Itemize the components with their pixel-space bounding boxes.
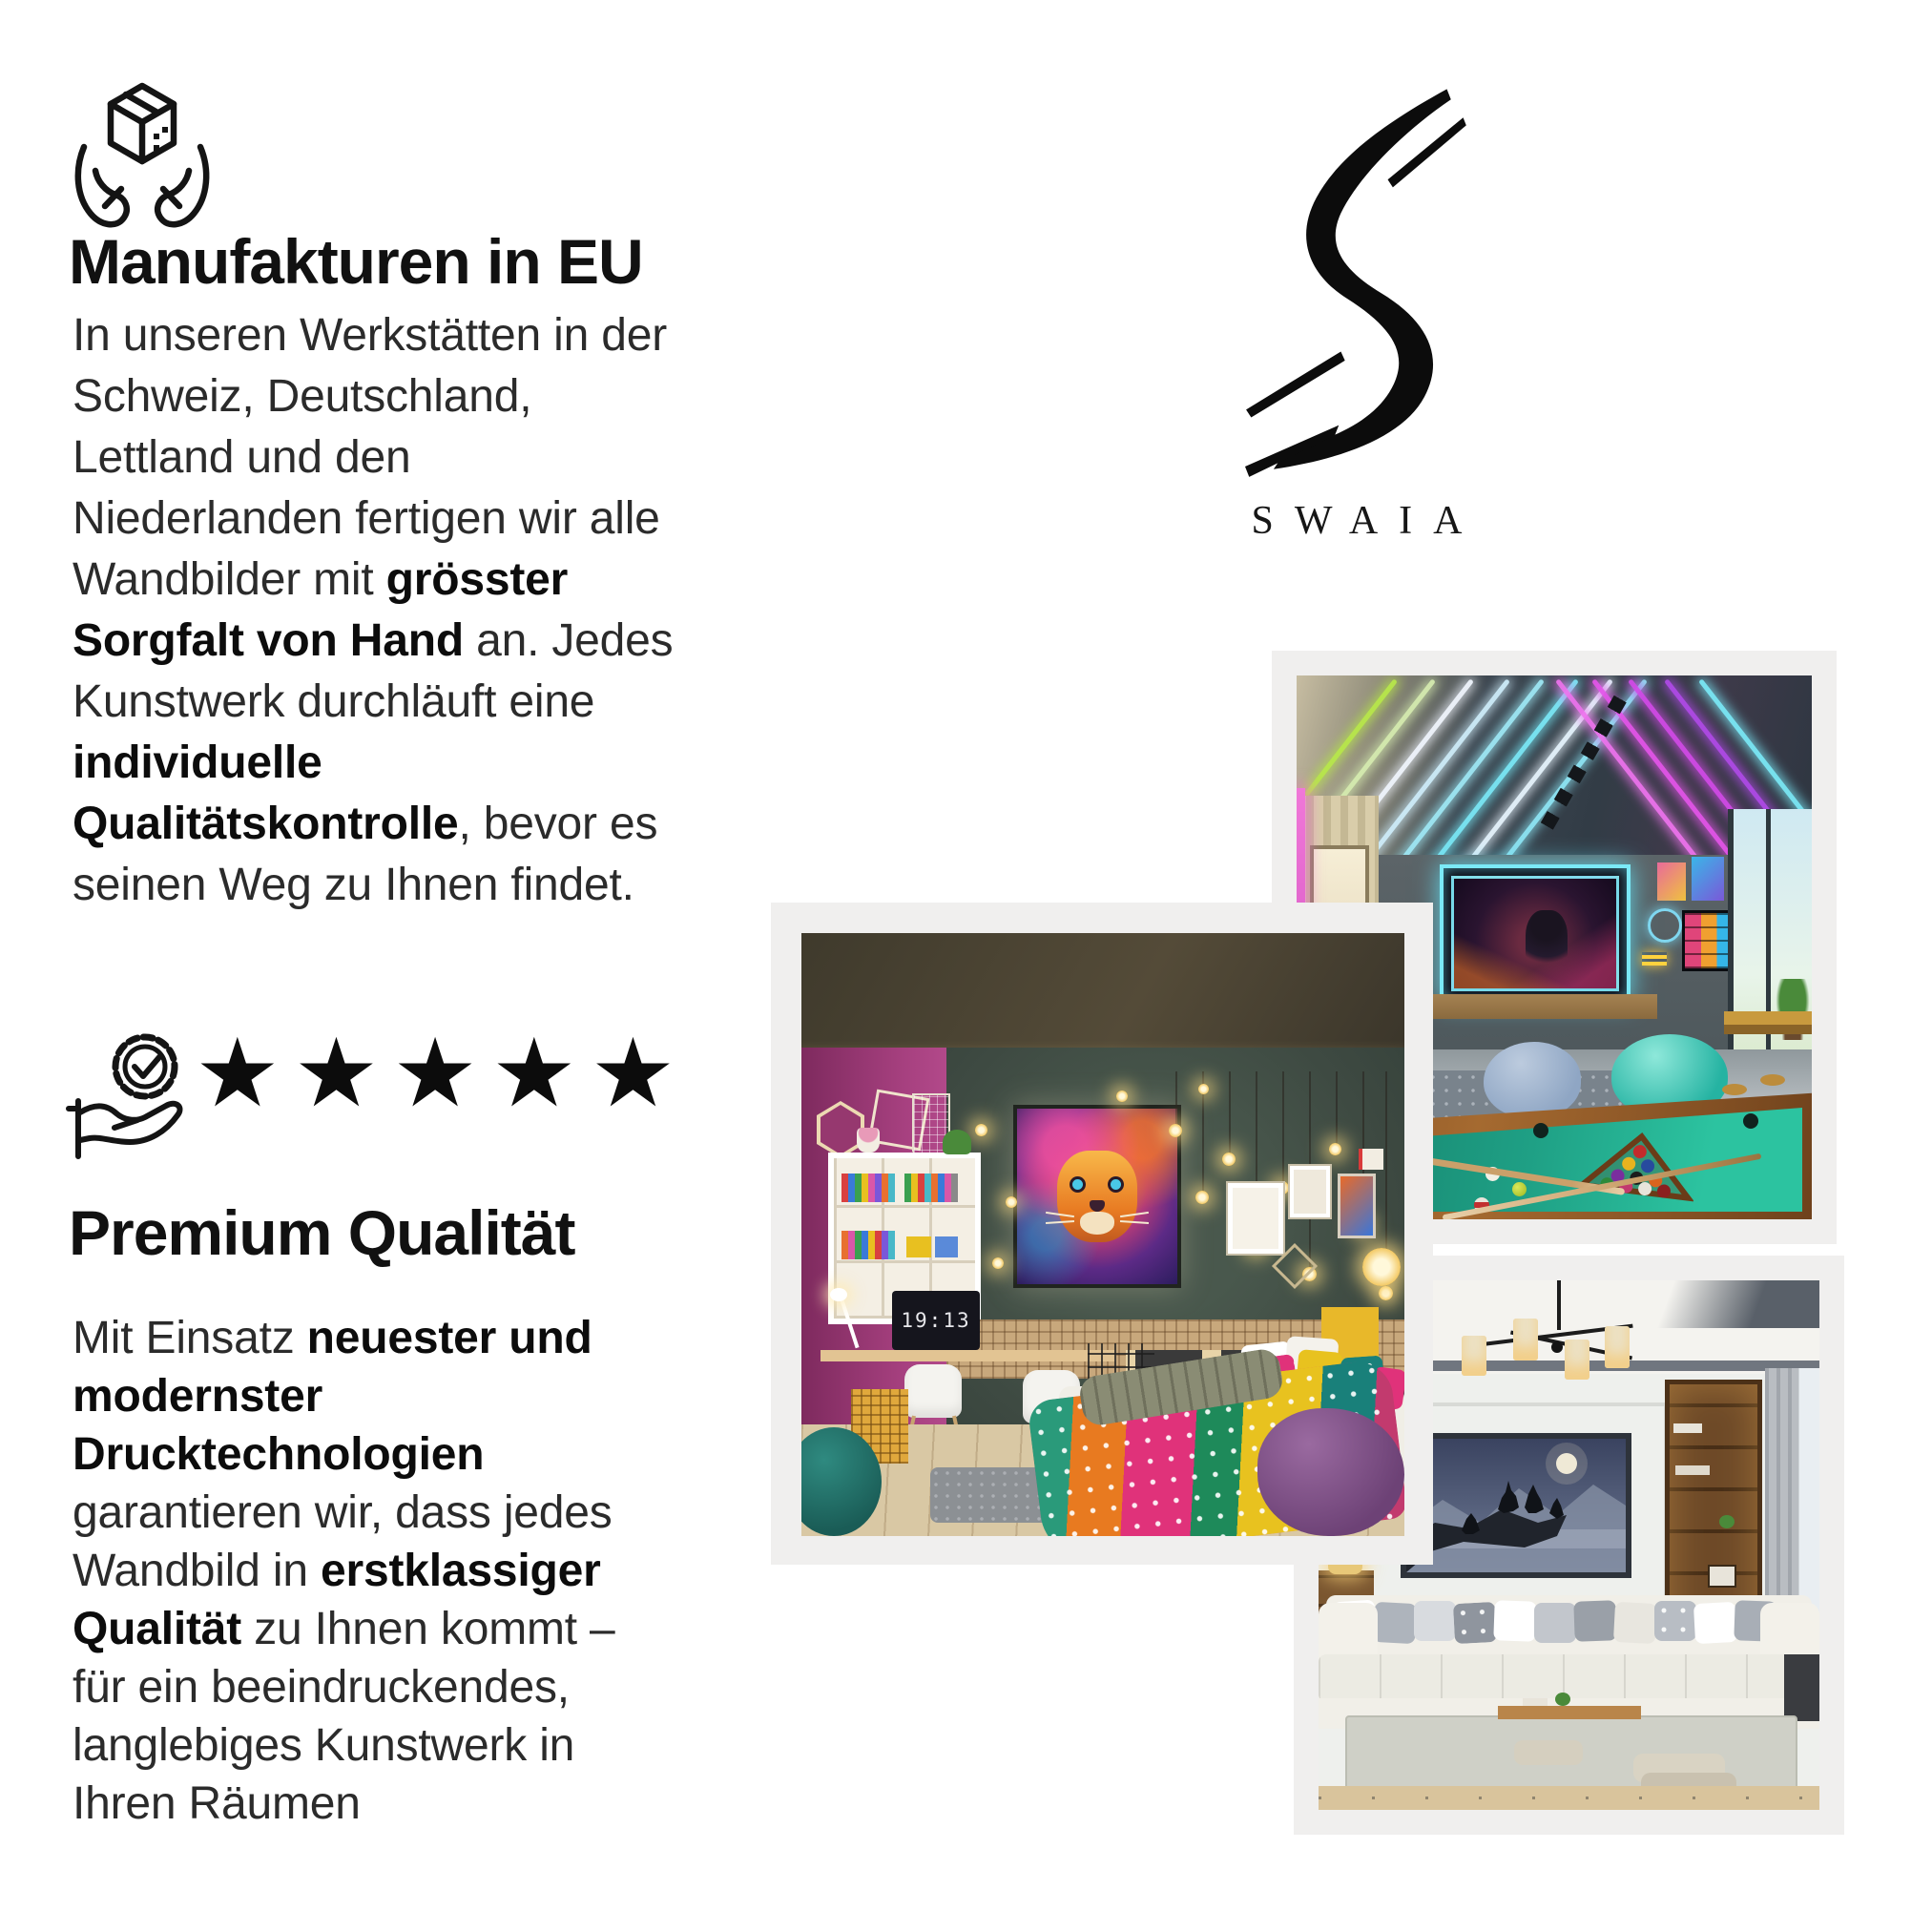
lion-muzzle xyxy=(1080,1212,1114,1235)
table-tray xyxy=(1523,1698,1548,1706)
text-line: Qualitätskontrolle, bevor es xyxy=(73,799,658,849)
neon-circle-sign xyxy=(1648,908,1682,943)
media-console xyxy=(1419,994,1657,1019)
bar-counter-front xyxy=(1724,1025,1812,1034)
sofa-pillow xyxy=(1693,1602,1737,1644)
tv-screen xyxy=(1451,876,1619,991)
light-bulb xyxy=(1379,1286,1393,1300)
sofa-pillow xyxy=(1414,1601,1456,1641)
text-line: Wandbild in erstklassiger xyxy=(73,1546,601,1596)
desk xyxy=(821,1350,1116,1361)
text-line: individuelle xyxy=(73,737,322,788)
sofa-pillow xyxy=(1654,1601,1696,1641)
sofa-pillow xyxy=(1573,1600,1616,1642)
shelf-books xyxy=(1675,1465,1710,1475)
text-line: Niederlanden fertigen wir alle xyxy=(73,493,660,544)
wall-glow-dot xyxy=(992,1257,1004,1269)
medal-in-hand-icon xyxy=(55,1017,218,1184)
left-hand xyxy=(78,147,127,224)
house-ornament xyxy=(1359,1149,1383,1170)
manufacture-paragraph xyxy=(73,305,855,916)
lion-eye xyxy=(1072,1179,1083,1190)
text-line: Mit Einsatz neuester und xyxy=(73,1313,592,1363)
book-row xyxy=(904,1174,958,1202)
neon-yellow-sign xyxy=(1642,952,1667,966)
text-line: Qualität zu Ihnen kommt – xyxy=(73,1604,615,1654)
light-cord xyxy=(1229,1071,1231,1157)
text-line: In unseren Werkstätten in der xyxy=(73,310,667,361)
picture-frame xyxy=(1290,1166,1330,1217)
billiard-ball xyxy=(1512,1182,1527,1196)
bar-stool xyxy=(1760,1074,1785,1086)
sofa-pillow xyxy=(1613,1602,1657,1644)
light-cord xyxy=(1282,1071,1284,1186)
sofa-pillow xyxy=(1373,1602,1417,1644)
text-line: langlebiges Kunstwerk in xyxy=(73,1720,575,1771)
storage-box xyxy=(906,1236,931,1257)
tv-neon-frame xyxy=(1440,864,1631,1003)
sofa-pillow xyxy=(1453,1602,1497,1644)
lion-nose xyxy=(1090,1200,1105,1212)
text-line: Sorgfalt von Hand an. Jedes xyxy=(73,615,674,666)
light-cord xyxy=(1175,1071,1177,1129)
text-line: Kunstwerk durchläuft eine xyxy=(73,676,595,727)
shelf-frame xyxy=(1708,1565,1736,1588)
chandelier-stem xyxy=(1557,1280,1561,1330)
text-line: Wandbilder mit grösster xyxy=(73,554,569,605)
chandelier-joint xyxy=(1551,1341,1563,1353)
lion-whisker xyxy=(1120,1220,1149,1224)
pool-pocket xyxy=(1533,1123,1548,1138)
lamp-shade xyxy=(1605,1326,1630,1368)
pool-pocket xyxy=(1743,1113,1758,1129)
light-bulb xyxy=(1169,1124,1182,1137)
sofa-pillow xyxy=(1534,1603,1576,1643)
swaia-s-logo xyxy=(1245,84,1469,485)
text-line: modernster xyxy=(73,1371,323,1422)
text-line: garantieren wir, dass jedes xyxy=(73,1487,613,1538)
shelf-plant xyxy=(1719,1515,1735,1528)
lion-eye xyxy=(1111,1179,1121,1190)
section-heading-quality: Premium Qualität xyxy=(69,1197,575,1268)
wolves-artwork xyxy=(1401,1433,1631,1578)
quality-paragraph xyxy=(73,1309,798,1833)
lion-face xyxy=(1057,1151,1137,1242)
wall-glow-dot xyxy=(1198,1084,1209,1094)
bar-counter xyxy=(1724,1011,1812,1025)
right-hand xyxy=(157,147,206,224)
coffee-table xyxy=(1498,1706,1641,1719)
five-star-rating: ★★★★★ xyxy=(195,1020,690,1127)
shelf-plant xyxy=(943,1130,971,1154)
book-row xyxy=(841,1174,895,1202)
sofa-pillow xyxy=(1493,1600,1536,1642)
ball-rack xyxy=(1575,1124,1701,1209)
chair xyxy=(904,1364,962,1418)
floor-tick-marks xyxy=(1319,1797,1819,1799)
lamp-shade xyxy=(1462,1336,1486,1376)
wall-glow-dot xyxy=(1006,1196,1017,1208)
text-line: Ihren Räumen xyxy=(73,1778,361,1829)
light-cord xyxy=(1336,1071,1338,1148)
monitor-clock: 19:13 xyxy=(901,1309,971,1332)
light-bulb xyxy=(1222,1153,1236,1166)
brand-logo xyxy=(1214,84,1500,544)
light-bulb xyxy=(1195,1191,1209,1204)
photo-bedroom xyxy=(801,933,1404,1536)
storage-box xyxy=(935,1236,958,1257)
light-bulb xyxy=(1329,1143,1341,1155)
window-mullion xyxy=(1766,809,1771,1076)
picture-frame xyxy=(1338,1174,1376,1238)
section-heading-manufacture: Manufakturen in EU xyxy=(69,226,643,297)
book-row xyxy=(841,1231,895,1259)
text-line: seinen Weg zu Ihnen findet. xyxy=(73,860,634,910)
poster xyxy=(1657,862,1686,901)
dj-figure xyxy=(1526,910,1568,973)
pendant-globe-lamp xyxy=(1362,1248,1401,1286)
lion-whisker xyxy=(1120,1212,1149,1217)
table-plant xyxy=(1555,1693,1570,1706)
text-line: Lettland und den xyxy=(73,432,411,483)
floor-cushion xyxy=(1514,1740,1583,1765)
text-line: Drucktechnologien xyxy=(73,1429,485,1480)
wall-glow-dot xyxy=(975,1124,987,1136)
photo-card-bedroom xyxy=(771,903,1433,1565)
tv-sideboard xyxy=(1784,1654,1819,1721)
picture-frame xyxy=(1228,1183,1283,1254)
neon-hexagon-inner xyxy=(821,1105,861,1154)
text-line: Schweiz, Deutschland, xyxy=(73,371,532,422)
brand-name: SWAIA xyxy=(1251,499,1484,543)
monitor xyxy=(892,1291,980,1350)
package-in-hands-icon xyxy=(61,74,223,246)
lion-whisker xyxy=(1046,1212,1074,1217)
lamp-shade xyxy=(1565,1340,1589,1380)
lion-artwork xyxy=(1013,1105,1181,1288)
desk-lamp-head xyxy=(830,1288,847,1301)
wall-glow-dot xyxy=(1116,1091,1128,1102)
text-line: für ein beeindruckendes, xyxy=(73,1662,570,1713)
shelf-books xyxy=(1673,1423,1702,1433)
lamp-shade xyxy=(1513,1319,1538,1361)
poster xyxy=(1692,857,1724,901)
lion-whisker xyxy=(1046,1220,1074,1224)
bean-bag-purple xyxy=(1257,1408,1404,1536)
flower-vase xyxy=(857,1128,880,1153)
